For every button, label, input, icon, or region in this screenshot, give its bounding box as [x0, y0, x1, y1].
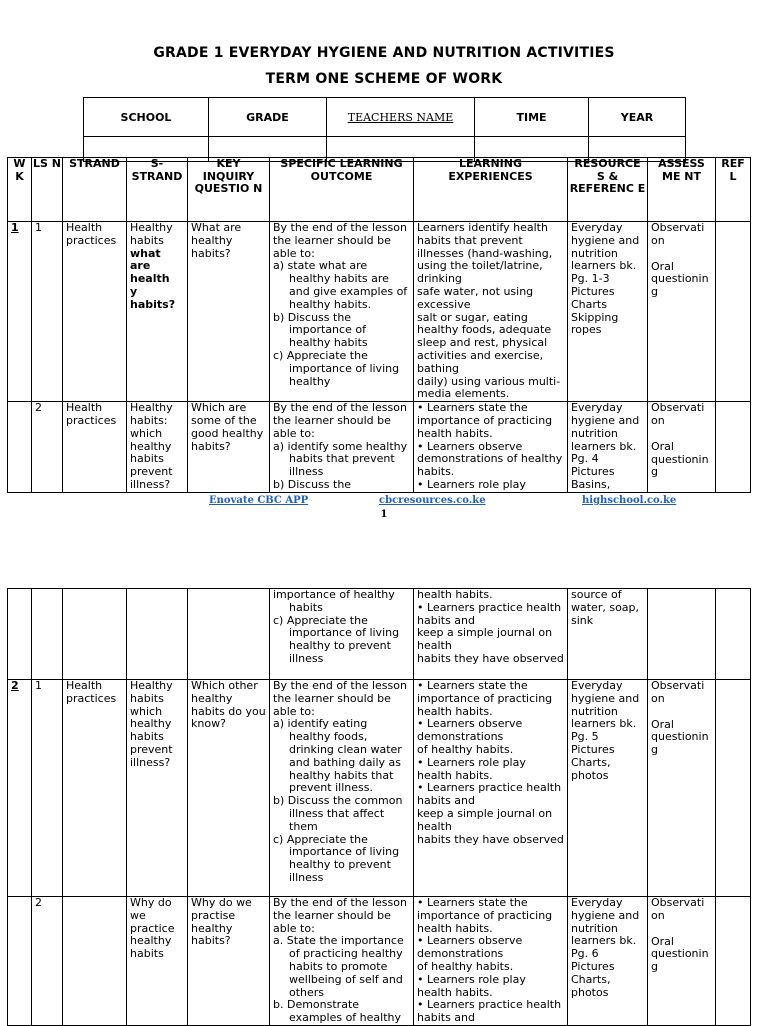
- reflection-cell[interactable]: [716, 680, 751, 897]
- resource-line: Skipping ropes: [571, 310, 619, 337]
- resource-line: Charts: [571, 297, 607, 311]
- table-row: [8, 680, 751, 897]
- outcome-intro: By the end of the lesson the learner should be able to:: [273, 896, 407, 935]
- experience-line: habits they have observed: [417, 651, 564, 665]
- experience-line: safe water, not using excessive: [417, 284, 534, 311]
- sub-strand-bold: health: [130, 272, 170, 286]
- learning-outcome-cell: [270, 222, 414, 402]
- year-header: YEAR: [589, 98, 686, 137]
- assessment-cell: [648, 680, 716, 897]
- header-lsn: LS N: [32, 158, 63, 222]
- footer-site-link[interactable]: highschool.co.ke: [582, 495, 677, 506]
- reflection-cell[interactable]: [716, 222, 751, 402]
- outcome-item: c) Appreciate the importance of living healthy: [273, 348, 400, 388]
- learning-experiences-cell: [414, 402, 568, 493]
- strand-cell: [63, 897, 127, 1026]
- experience-line: Learners identify health habits that prevent illnesses (hand-washing, using the toilet/latrine, drinking: [417, 221, 553, 286]
- page-title: GRADE 1 EVERYDAY HYGIENE AND NUTRITION ACTIVITIES: [153, 45, 615, 61]
- resource-line: Charts, photos: [571, 972, 611, 999]
- experience-line: • Learners role play health habits.: [417, 972, 526, 999]
- experience-line: • Learners state the importance of practicing health habits.: [417, 401, 553, 440]
- sub-strand-bold: what: [130, 246, 161, 260]
- key-inquiry-cell: Which other healthy habits do you know?: [188, 680, 270, 897]
- table-row: [8, 589, 751, 680]
- lesson-cell: 2: [32, 402, 63, 493]
- strand-cell: Health practices: [63, 222, 127, 402]
- experience-line: • Learners state the importance of practicing health habits.: [417, 679, 553, 718]
- assessment-cell: [648, 897, 716, 1026]
- resource-line: Pictures: [571, 284, 615, 298]
- outcome-intro: By the end of the lesson the learner should be able to:: [273, 221, 407, 260]
- experience-line: • Learners observe demonstrations: [417, 717, 523, 744]
- lesson-cell: 1: [32, 680, 63, 897]
- header-wk: W K: [8, 158, 32, 222]
- assessment-line: Oral questionin g: [651, 439, 709, 479]
- lesson-cell: [32, 589, 63, 680]
- resource-line: Everyday hygiene and nutrition learners bk. Pg. 1-3: [571, 221, 640, 286]
- assessment-cell: [648, 222, 716, 402]
- sub-strand-cell: [127, 589, 188, 680]
- table-row: [8, 222, 751, 402]
- assessment-line: Observati on: [651, 896, 705, 922]
- header-sub-strand: S- STRAND: [127, 158, 188, 222]
- outcome-item: b) Discuss the common illness that affect them: [273, 794, 403, 833]
- table-row: [8, 897, 751, 1026]
- assessment-line: Oral questionin g: [651, 717, 709, 757]
- week-number: 1: [11, 221, 19, 234]
- outcome-item: importance of healthy habits: [273, 588, 395, 614]
- school-info-table: [83, 97, 686, 162]
- experience-line: daily) using various multi-media elements.: [417, 374, 561, 401]
- outcome-item: b) Discuss the importance of healthy habits: [273, 310, 368, 350]
- resources-cell: [568, 222, 648, 402]
- experience-line: • Learners practice health habits and: [417, 600, 562, 627]
- week-cell: [8, 680, 32, 897]
- experience-line: keep a simple journal on health: [417, 626, 553, 653]
- resource-line: Pictures: [571, 465, 615, 479]
- learning-experiences-cell: [414, 589, 568, 680]
- week-cell: [8, 402, 32, 493]
- experience-line: • Learners practice health habits and: [417, 781, 562, 808]
- assessment-line: Oral questionin g: [651, 259, 709, 299]
- outcome-item: a. State the importance of practicing healthy habits to promote wellbeing of self and others: [273, 934, 404, 999]
- reflection-cell[interactable]: [716, 897, 751, 1026]
- week-cell: [8, 589, 32, 680]
- sub-strand-cell: Healthy habits: which healthy habits prevent illness?: [127, 402, 188, 493]
- teachers-name-header: TEACHERS NAME: [327, 98, 475, 137]
- learning-experiences-cell: [414, 897, 568, 1026]
- assessment-line: Oral questionin g: [651, 934, 709, 974]
- school-header: SCHOOL: [84, 98, 209, 137]
- outcome-item: b) Discuss the: [273, 477, 352, 491]
- week-cell: [8, 222, 32, 402]
- header-resources: RESOURCE S & REFERENC E: [568, 158, 648, 222]
- resource-line: source of water, soap, sink: [571, 588, 640, 627]
- week-number: 2: [11, 679, 19, 692]
- resource-line: Everyday hygiene and nutrition learners bk. Pg. 4: [571, 401, 640, 466]
- resource-line: Pictures: [571, 959, 615, 973]
- scheme-table-page-1: [7, 157, 751, 493]
- header-strand: STRAND: [63, 158, 127, 222]
- key-inquiry-cell: Which are some of the good healthy habits?: [188, 402, 270, 493]
- experience-line: of healthy habits.: [417, 959, 514, 973]
- experience-line: • Learners practice health habits and: [417, 998, 562, 1025]
- resources-cell: [568, 680, 648, 897]
- experience-line: • Learners role play health habits.: [417, 755, 526, 782]
- outcome-item: a) state what are healthy habits are and give examples of healthy habits.: [273, 259, 408, 311]
- assessment-cell: [648, 402, 716, 493]
- page-subtitle: TERM ONE SCHEME OF WORK: [265, 71, 503, 87]
- outcome-intro: By the end of the lesson the learner should be able to:: [273, 401, 407, 440]
- sub-strand-cell: [127, 222, 188, 402]
- resources-cell: [568, 897, 648, 1026]
- assessment-line: Observati on: [651, 679, 705, 705]
- resources-cell: [568, 402, 648, 493]
- sub-strand-text: Healthy habits: [130, 221, 173, 247]
- outcome-item: b. Demonstrate examples of healthy: [273, 998, 402, 1025]
- resources-cell: [568, 589, 648, 680]
- header-learning-experiences: LEARNING EXPERIENCES: [414, 158, 568, 222]
- strand-cell: Health practices: [63, 402, 127, 493]
- experience-line: • Learners observe demonstrations of healthy habits.: [417, 439, 563, 479]
- experience-line: keep a simple journal on health: [417, 806, 553, 833]
- key-inquiry-cell: [188, 589, 270, 680]
- experience-line: • Learners role play: [417, 477, 526, 491]
- learning-outcome-cell: [270, 402, 414, 493]
- table-row: [8, 402, 751, 493]
- resource-line: Pictures: [571, 742, 615, 756]
- strand-cell: [63, 589, 127, 680]
- time-header: TIME: [475, 98, 589, 137]
- sub-strand-cell: Why do we practice healthy habits: [127, 897, 188, 1026]
- outcome-item: a) identify eating healthy foods, drinking clean water and bathing daily as healthy habits that prevent illness.: [273, 717, 402, 795]
- experience-line: salt or sugar, eating healthy foods, adequate sleep and rest, physical activities and exercise, bathing: [417, 310, 552, 375]
- resource-line: Everyday hygiene and nutrition learners bk. Pg. 5: [571, 679, 640, 744]
- lesson-cell: 2: [32, 897, 63, 1026]
- assessment-line: Observati on: [651, 401, 705, 427]
- key-inquiry-cell: Why do we practise healthy habits?: [188, 897, 270, 1026]
- learning-experiences-cell: [414, 680, 568, 897]
- reflection-cell[interactable]: [716, 589, 751, 680]
- lesson-cell: 1: [32, 222, 63, 402]
- week-cell: [8, 897, 32, 1026]
- resource-line: Basins,: [571, 477, 611, 491]
- footer-site-link[interactable]: cbcresources.co.ke: [379, 495, 486, 506]
- header-reflection: REF L: [716, 158, 751, 222]
- learning-experiences-cell: [414, 222, 568, 402]
- key-inquiry-cell: What are healthy habits?: [188, 222, 270, 402]
- outcome-item: a) identify some healthy habits that prevent illness: [273, 439, 408, 479]
- learning-outcome-cell: [270, 897, 414, 1026]
- grade-header: GRADE: [209, 98, 327, 137]
- page-number: 1: [380, 509, 388, 520]
- outcome-item: c) Appreciate the importance of living healthy to prevent illness: [273, 832, 400, 884]
- learning-outcome-cell: [270, 680, 414, 897]
- header-assessment: ASSESS ME NT: [648, 158, 716, 222]
- learning-outcome-cell: [270, 589, 414, 680]
- assessment-cell: [648, 589, 716, 680]
- strand-cell: Health practices: [63, 680, 127, 897]
- resource-line: Everyday hygiene and nutrition learners bk. Pg. 6: [571, 896, 640, 961]
- scheme-table-page-2: [7, 588, 751, 1026]
- sub-strand-cell: Healthy habits which healthy habits prevent illness?: [127, 680, 188, 897]
- experience-line: habits they have observed: [417, 832, 564, 846]
- header-key-inquiry: KEY INQUIRY QUESTIO N: [188, 158, 270, 222]
- footer-app-link[interactable]: Enovate CBC APP: [209, 495, 309, 506]
- experience-line: • Learners observe demonstrations: [417, 934, 523, 961]
- experience-line: • Learners state the importance of practicing health habits.: [417, 896, 553, 935]
- outcome-item: c) Appreciate the importance of living healthy to prevent illness: [273, 613, 400, 665]
- assessment-line: Observati on: [651, 221, 705, 247]
- sub-strand-bold: habits?: [130, 297, 176, 311]
- experience-line: health habits.: [417, 588, 493, 601]
- sub-strand-bold: y: [130, 284, 138, 298]
- experience-line: of healthy habits.: [417, 742, 514, 756]
- resource-line: Charts, photos: [571, 755, 611, 782]
- sub-strand-bold: are: [130, 259, 151, 273]
- header-learning-outcome: SPECIFIC LEARNING OUTCOME: [270, 158, 414, 222]
- reflection-cell[interactable]: [716, 402, 751, 493]
- outcome-intro: By the end of the lesson the learner should be able to:: [273, 679, 407, 718]
